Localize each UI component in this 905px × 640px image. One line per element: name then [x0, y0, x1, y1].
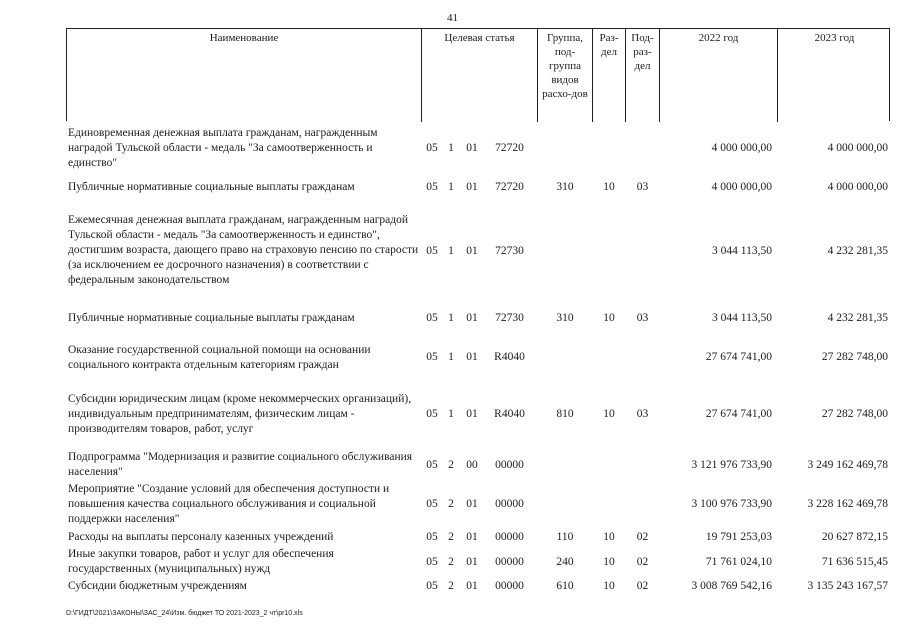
expense-group: 810: [556, 408, 574, 420]
code-part-1: 05: [426, 312, 438, 324]
code-part-2: 2: [448, 459, 454, 471]
code-part-4: 72720: [495, 181, 524, 193]
expense-group: 310: [556, 181, 574, 193]
amount-2023: 3 135 243 167,57: [807, 580, 888, 592]
code-part-4: R4040: [494, 351, 525, 363]
header-section: Раз-дел: [593, 29, 626, 122]
amount-2022: 3 044 113,50: [712, 245, 772, 257]
amount-2023: 71 636 515,45: [821, 556, 888, 568]
row-name: Иные закупки товаров, работ и услуг для обеспечения государственных (муниципальных) нужд: [68, 548, 334, 575]
amount-2023: 4 232 281,35: [827, 245, 888, 257]
amount-2022: 3 008 769 542,16: [691, 580, 772, 592]
code-part-2: 1: [448, 351, 454, 363]
code-part-3: 01: [466, 142, 478, 154]
amount-2022: 3 100 976 733,90: [691, 498, 772, 510]
amount-2023: 4 000 000,00: [827, 142, 888, 154]
subsection-code: 02: [636, 580, 649, 592]
page-number: 41: [447, 12, 458, 24]
code-part-1: 05: [426, 531, 438, 543]
amount-2023: 4 000 000,00: [827, 181, 888, 193]
code-part-3: 01: [466, 181, 478, 193]
code-part-3: 01: [466, 556, 478, 568]
row-name: Публичные нормативные социальные выплаты гражданам: [68, 181, 355, 193]
amount-2022: 27 674 741,00: [705, 408, 772, 420]
code-part-2: 2: [448, 531, 454, 543]
row-name: Публичные нормативные социальные выплаты гражданам: [68, 312, 355, 324]
subsection-code: 02: [636, 531, 649, 543]
code-part-2: 2: [448, 580, 454, 592]
expense-group: 610: [556, 580, 574, 592]
code-part-4: 72730: [495, 245, 524, 257]
code-part-1: 05: [426, 245, 438, 257]
section-code: 10: [603, 580, 615, 592]
subsection-code: 03: [636, 312, 649, 324]
row-name: Расходы на выплаты персоналу казенных учреждений: [68, 531, 334, 543]
row-name: Субсидии бюджетным учреждениям: [68, 580, 247, 592]
section-code: 10: [603, 556, 615, 568]
code-part-4: 00000: [495, 498, 524, 510]
code-part-2: 2: [448, 498, 454, 510]
row-name: Субсидии юридическим лицам (кроме некоммерческих организаций), индивидуальным предпринимателям, физическим лицам - производителям товаров, работ, услуг: [68, 393, 412, 435]
amount-2022: 4 000 000,00: [711, 142, 772, 154]
code-part-3: 00: [466, 459, 478, 471]
code-part-4: 72720: [495, 142, 524, 154]
amount-2023: 3 228 162 469,78: [807, 498, 888, 510]
code-part-1: 05: [426, 351, 438, 363]
code-part-4: 72730: [495, 312, 524, 324]
code-part-3: 01: [466, 408, 478, 420]
amount-2023: 27 282 748,00: [821, 351, 888, 363]
code-part-2: 1: [448, 408, 454, 420]
row-name: Оказание государственной социальной помощи на основании социального контракта отдельным категориям граждан: [68, 344, 371, 371]
header-subsection: Под-раз-дел: [626, 29, 660, 122]
amount-2022: 4 000 000,00: [711, 181, 772, 193]
row-name: Единовременная денежная выплата гражданам, награжденным наградой Тульской области - медаль "За самоотверженность и единство": [68, 127, 378, 169]
subsection-code: 03: [636, 408, 649, 420]
header-group: Группа, под-группа видов расхо-дов: [538, 29, 593, 122]
header-2022: 2022 год: [660, 29, 778, 122]
code-part-3: 01: [466, 351, 478, 363]
row-name: Подпрограмма "Модернизация и развитие социального обслуживания населения": [68, 451, 413, 478]
code-part-2: 1: [448, 245, 454, 257]
code-part-4: 00000: [495, 459, 524, 471]
code-part-4: 00000: [495, 580, 524, 592]
code-part-3: 01: [466, 245, 478, 257]
code-part-1: 05: [426, 498, 438, 510]
amount-2023: 20 627 872,15: [821, 531, 888, 543]
amount-2023: 3 249 162 469,78: [807, 459, 888, 471]
code-part-2: 2: [448, 556, 454, 568]
amount-2023: 27 282 748,00: [821, 408, 888, 420]
code-part-2: 1: [448, 142, 454, 154]
amount-2023: 4 232 281,35: [827, 312, 888, 324]
row-name: Мероприятие "Создание условий для обеспечения доступности и повышения качества социального обслуживания и социальной поддержки населения": [68, 483, 390, 525]
subsection-code: 03: [636, 181, 649, 193]
section-code: 10: [603, 181, 615, 193]
header-2023: 2023 год: [814, 32, 855, 44]
code-part-4: R4040: [494, 408, 525, 420]
code-part-1: 05: [426, 459, 438, 471]
amount-2022: 3 044 113,50: [712, 312, 772, 324]
code-part-2: 1: [448, 181, 454, 193]
amount-2022: 71 761 024,10: [705, 556, 772, 568]
code-part-1: 05: [426, 556, 438, 568]
section-code: 10: [603, 531, 615, 543]
header-name: Наименование: [67, 29, 422, 122]
code-part-1: 05: [426, 580, 438, 592]
code-part-3: 01: [466, 531, 478, 543]
amount-2022: 19 791 253,03: [705, 531, 772, 543]
expense-group: 240: [556, 556, 574, 568]
expense-group: 310: [556, 312, 574, 324]
code-part-1: 05: [426, 142, 438, 154]
amount-2022: 27 674 741,00: [705, 351, 772, 363]
section-code: 10: [603, 312, 615, 324]
header-target: Целевая статья: [422, 29, 538, 122]
amount-2022: 3 121 976 733,90: [691, 459, 772, 471]
row-name: Ежемесячная денежная выплата гражданам, награжденным наградой Тульской области - медаль "За самоотверженность и единство", достигшим возраста, дающего право на страховую пенсию по старости (за исключением ее досрочного назначения) в соответствии с федеральным законодательством: [68, 214, 419, 286]
file-path-footer: D:\ГИДТ\2021\ЗАКОНЫ\ЗАС_24\Изм. бюджет ТО 2021-2023_2 чт\pr10.xls: [66, 610, 303, 617]
code-part-4: 00000: [495, 531, 524, 543]
code-part-2: 1: [448, 312, 454, 324]
code-part-3: 01: [466, 498, 478, 510]
code-part-3: 01: [466, 312, 478, 324]
code-part-4: 00000: [495, 556, 524, 568]
section-code: 10: [603, 408, 615, 420]
table-header: [66, 28, 890, 121]
expense-group: 110: [556, 531, 574, 543]
subsection-code: 02: [636, 556, 649, 568]
code-part-3: 01: [466, 580, 478, 592]
code-part-1: 05: [426, 181, 438, 193]
code-part-1: 05: [426, 408, 438, 420]
